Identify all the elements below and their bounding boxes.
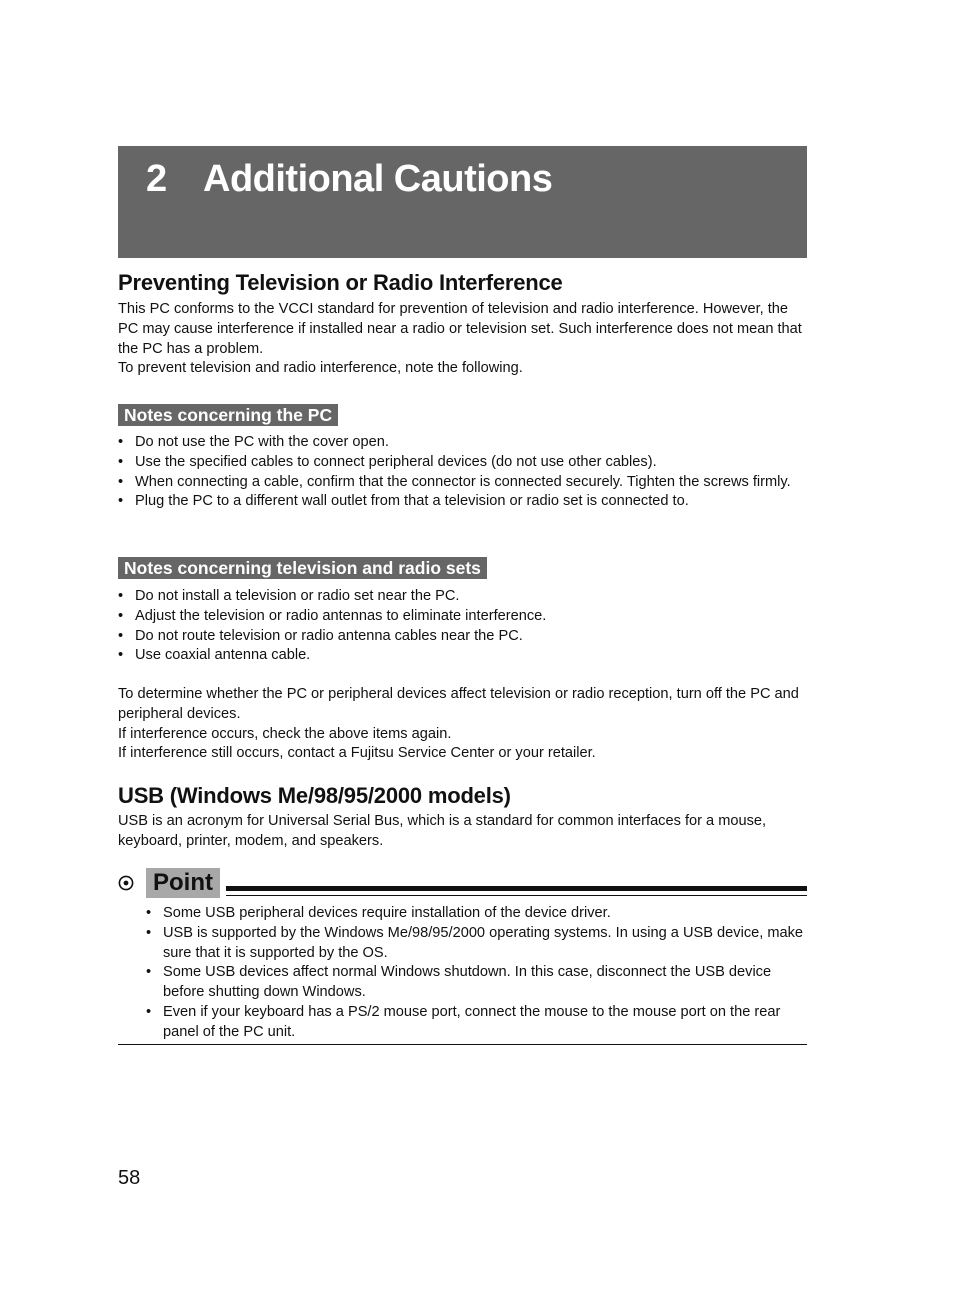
point-header [118, 867, 807, 899]
list-item: • Use coaxial antenna cable. [118, 646, 807, 666]
bullet: • [146, 924, 152, 941]
bullet: • [146, 1003, 152, 1020]
bullet: • [118, 607, 124, 624]
subhead-notes-pc: Notes concerning the PC [118, 404, 338, 426]
list-item: • Plug the PC to a different wall outlet from that a television or radio set is connected to. [118, 492, 807, 512]
tv-closing-paragraph [118, 685, 807, 764]
bullet: • [118, 627, 124, 644]
list-item: • Even if your keyboard has a PS/2 mouse port, connect the mouse to the mouse port on the rear panel of the PC unit. [146, 1003, 781, 1040]
list-item: • USB is supported by the Windows Me/98/95/2000 operating systems. In using a USB device, make sure that it is supported by the OS. [146, 924, 804, 961]
chapter-banner [118, 146, 807, 258]
tv-intro-line: To prevent television and radio interference, note the following. [118, 360, 523, 377]
chapter-number: 2 [146, 158, 167, 200]
list-item: • Do not route television or radio antenna cables near the PC. [118, 627, 807, 647]
target-circle-icon [118, 875, 134, 891]
list-item: • When connecting a cable, confirm that the connector is connected securely. Tighten the screws firmly. [118, 473, 807, 493]
list-item: • Do not install a television or radio set near the PC. [118, 587, 807, 607]
usb-intro-paragraph [118, 812, 807, 852]
point-rule-thin [226, 895, 807, 896]
page-number: 58 [118, 1167, 141, 1189]
notes-pc-list [118, 433, 807, 512]
usb-intro-line: USB is an acronym for Universal Serial Bus, which is a standard for common interfaces for a mouse, keyboard, printer, modem, and speakers. [118, 813, 767, 849]
bullet: • [118, 473, 124, 490]
tv-intro-paragraph [118, 300, 807, 379]
bullet: • [118, 588, 124, 604]
bullet: • [146, 964, 152, 981]
notes-tv-list [118, 587, 807, 666]
tv-closing-line: If interference still occurs, contact a Fujitsu Service Center or your retailer. [118, 745, 596, 762]
bullet: • [118, 647, 124, 664]
tv-closing-line: If interference occurs, check the above items again. [118, 725, 452, 742]
bullet: • [118, 434, 124, 450]
section-title-tv-interference: Preventing Television or Radio Interference [118, 270, 563, 295]
bullet: • [146, 905, 152, 921]
point-bottom-rule [118, 1044, 807, 1045]
list-item: • Use the specified cables to connect peripheral devices (do not use other cables). [118, 453, 807, 473]
section-title-usb: USB (Windows Me/98/95/2000 models) [118, 783, 511, 808]
point-rule-thick [226, 886, 807, 891]
subhead-notes-tv: Notes concerning television and radio sets [118, 557, 487, 579]
chapter-title-text: Additional Cautions [203, 158, 553, 200]
list-item: • Some USB devices affect normal Windows shutdown. In this case, disconnect the USB device before shutting down Windows. [146, 964, 772, 1001]
tv-intro-line: This PC conforms to the VCCI standard for prevention of television and radio interference. However, the PC may cause interference if installed near a radio or television set. Such interference does not mean that the PC has a problem. [118, 301, 802, 357]
list-item: • Some USB peripheral devices require installation of the device driver. [146, 904, 807, 924]
bullet: • [118, 453, 124, 470]
point-list [146, 904, 807, 1043]
chapter-title [146, 158, 552, 201]
list-item: • Do not use the PC with the cover open. [118, 433, 807, 453]
tv-closing-line: To determine whether the PC or peripheral devices affect television or radio reception, turn off the PC and peripheral devices. [118, 686, 799, 722]
bullet: • [118, 493, 124, 510]
point-label: Point [146, 868, 220, 898]
list-item: • Adjust the television or radio antennas to eliminate interference. [118, 607, 807, 627]
